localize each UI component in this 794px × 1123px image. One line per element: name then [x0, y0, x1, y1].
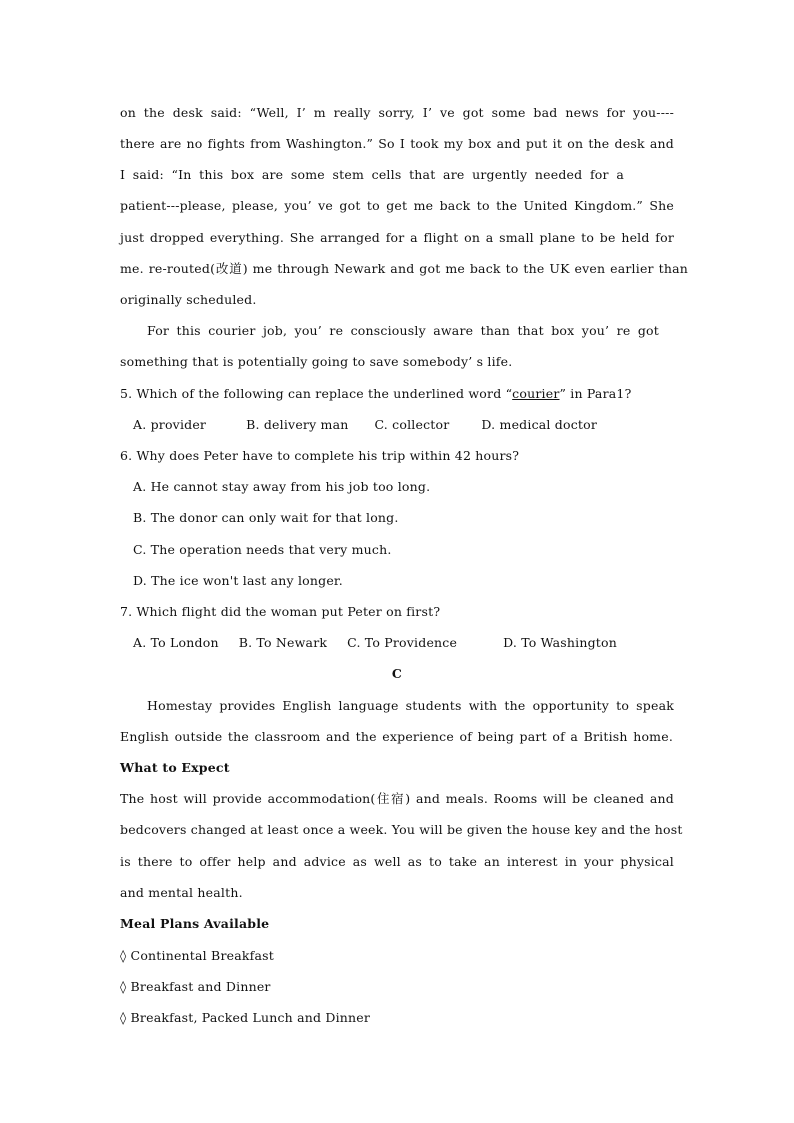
option-d: D. medical doctor: [481, 417, 598, 432]
passage-line: originally scheduled.: [120, 292, 257, 307]
passage-line: me. re-routed(改道) me through Newark and got me back to the UK even earlier than: [120, 261, 688, 276]
passage-line: something that is potentially going to save somebody’ s life.: [120, 354, 513, 369]
list-item: ◊ Breakfast, Packed Lunch and Dinner: [120, 1010, 371, 1025]
passage-line: Homestay provides English language students with the opportunity to speak: [147, 698, 674, 713]
passage-line: I said: “In this box are some stem cells that are urgently needed for a: [120, 167, 624, 182]
option-d: D. The ice won't last any longer.: [133, 573, 343, 588]
passage-line: English outside the classroom and the experience of being part of a British home.: [120, 729, 673, 744]
option-c: C. To Providence: [347, 635, 458, 650]
option-c: C. collector: [374, 417, 450, 432]
passage-line: on the desk said: “Well, I’ m really sorry, I’ ve got some bad news for you----: [120, 105, 674, 120]
question-7-options: [133, 635, 703, 651]
option-a: A. He cannot stay away from his job too long.: [133, 479, 431, 494]
question-7-stem: 7. Which flight did the woman put Peter on first?: [120, 604, 441, 619]
option-b: B. To Newark: [238, 635, 328, 650]
option-c: C. The operation needs that very much.: [133, 542, 392, 557]
passage-line: is there to offer help and advice as well as to take an interest in your physical: [120, 854, 674, 869]
passage-line: just dropped everything. She arranged for a flight on a small plane to be held for: [120, 230, 674, 245]
option-a: A. To London: [133, 635, 219, 650]
question-5-stem: 5. Which of the following can replace the underlined word “courier” in Para1?: [120, 386, 632, 401]
option-a: A. provider: [133, 417, 207, 432]
passage-line: For this courier job, you’ re consciously aware than that box you’ re got: [147, 323, 659, 338]
passage-line: and mental health.: [120, 885, 243, 900]
passage-line: patient---please, please, you’ ve got to get me back to the United Kingdom.” She: [120, 198, 674, 213]
subheading-meal-plans: Meal Plans Available: [120, 916, 270, 931]
subheading-what-to-expect: What to Expect: [120, 760, 230, 775]
option-d: D. To Washington: [503, 635, 618, 650]
list-item: ◊ Continental Breakfast: [120, 948, 274, 963]
underlined-word: courier: [512, 386, 560, 401]
question-5-options: [133, 417, 703, 433]
list-item: ◊ Breakfast and Dinner: [120, 979, 271, 994]
option-b: B. The donor can only wait for that long.: [133, 510, 399, 525]
option-b: B. delivery man: [246, 417, 349, 432]
question-6-stem: 6. Why does Peter have to complete his trip within 42 hours?: [120, 448, 520, 463]
passage-line: there are no fights from Washington.” So I took my box and put it on the desk and: [120, 136, 674, 151]
passage-line: bedcovers changed at least once a week. You will be given the house key and the host: [120, 822, 683, 837]
section-heading: C: [391, 666, 403, 681]
passage-line: The host will provide accommodation(住宿) and meals. Rooms will be cleaned and: [120, 791, 674, 806]
